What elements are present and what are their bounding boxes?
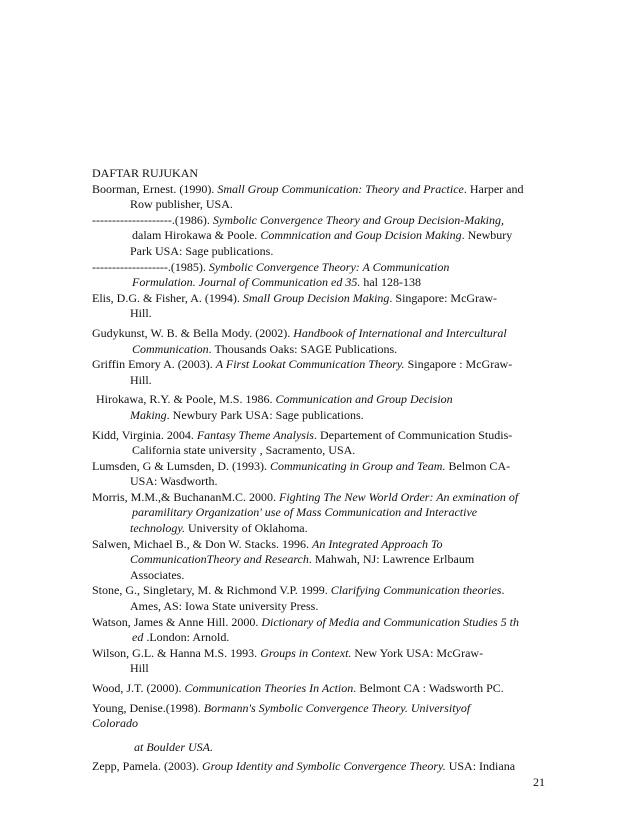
reference-entry: Hirokawa, R.Y. & Poole, M.S. 1986. Communication and Group Decision Making. Newbury Park USA: Sage publications. — [96, 392, 453, 422]
reference-entry: Kidd, Virginia. 2004. Fantasy Theme Analysis. Departement of Communication Studis- California state university , Sacramento, USA. — [92, 427, 513, 458]
reference-entry: Wood, J.T. (2000). Communication Theories In Action. Belmont CA : Wadsworth PC. — [92, 681, 504, 695]
reference-entry: Gudykunst, W. B. & Bella Mody. (2002). Handbook of International and Intercultural Communication. Thousands Oaks: SAGE Publications. — [92, 325, 507, 356]
reference-entry: Elis, D.G. & Fisher, A. (1994). Small Group Decision Making. Singapore: McGraw- Hill. — [92, 290, 498, 321]
reference-entry: Morris, M.M.,& BuchananM.C. 2000. Fighting The New World Order: An exmination of paramilitary Organization' use of Mass Communication and Interactive technology. University of Oklahoma. — [92, 489, 519, 536]
reference-entry: --------------------.(1986). Symbolic Convergence Theory and Group Decision-Making, dalam Hirokawa & Poole. Commnication and Goup Dcision Making. Newbury Park USA: Sage publications. — [92, 212, 513, 258]
reference-entry: Zepp, Pamela. (2003). Group Identity and Symbolic Convergence Theory. USA: Indiana — [92, 759, 516, 774]
reference-entry: -------------------.(1985). Symbolic Convergence Theory: A Communication Formulation. Journal of Communication ed 35. hal 128-138 — [92, 259, 450, 290]
reference-entry: Boorman, Ernest. (1990). Small Group Communication: Theory and Practice. Harper and Row publisher, USA. — [92, 181, 524, 212]
heading: DAFTAR RUJUKAN — [92, 166, 199, 180]
reference-entry: Young, Denise.(1998). Bormann's Symbolic Convergence Theory. Universityof Colorado at Boulder USA. — [92, 700, 471, 754]
reference-entry: Stone, G., Singletary, M. & Richmond V.P. 1999. Clarifying Communication theories. Ames, AS: Iowa State university Press. — [92, 583, 505, 614]
reference-list — [92, 166, 548, 775]
reference-entry: Wilson, G.L. & Hanna M.S. 1993. Groups in Context. New York USA: McGraw- Hill — [92, 645, 484, 676]
reference-entry: Salwen, Michael B., & Don W. Stacks. 1996. An Integrated Approach To CommunicationTheory and Research. Mahwah, NJ: Lawrence Erlbaum Associates. — [92, 536, 475, 582]
reference-entry: Lumsden, G & Lumsden, D. (1993). Communicating in Group and Team. Belmon CA- USA: Wasdworth. — [92, 458, 511, 489]
reference-entry: Watson, James & Anne Hill. 2000. Dictionary of Media and Communication Studies 5 th ed .London: Arnold. — [92, 614, 520, 645]
reference-entry: Griffin Emory A. (2003). A First Lookat Communication Theory. Singapore : McGraw- Hill. — [92, 357, 513, 387]
page-number: 21 — [533, 775, 545, 789]
